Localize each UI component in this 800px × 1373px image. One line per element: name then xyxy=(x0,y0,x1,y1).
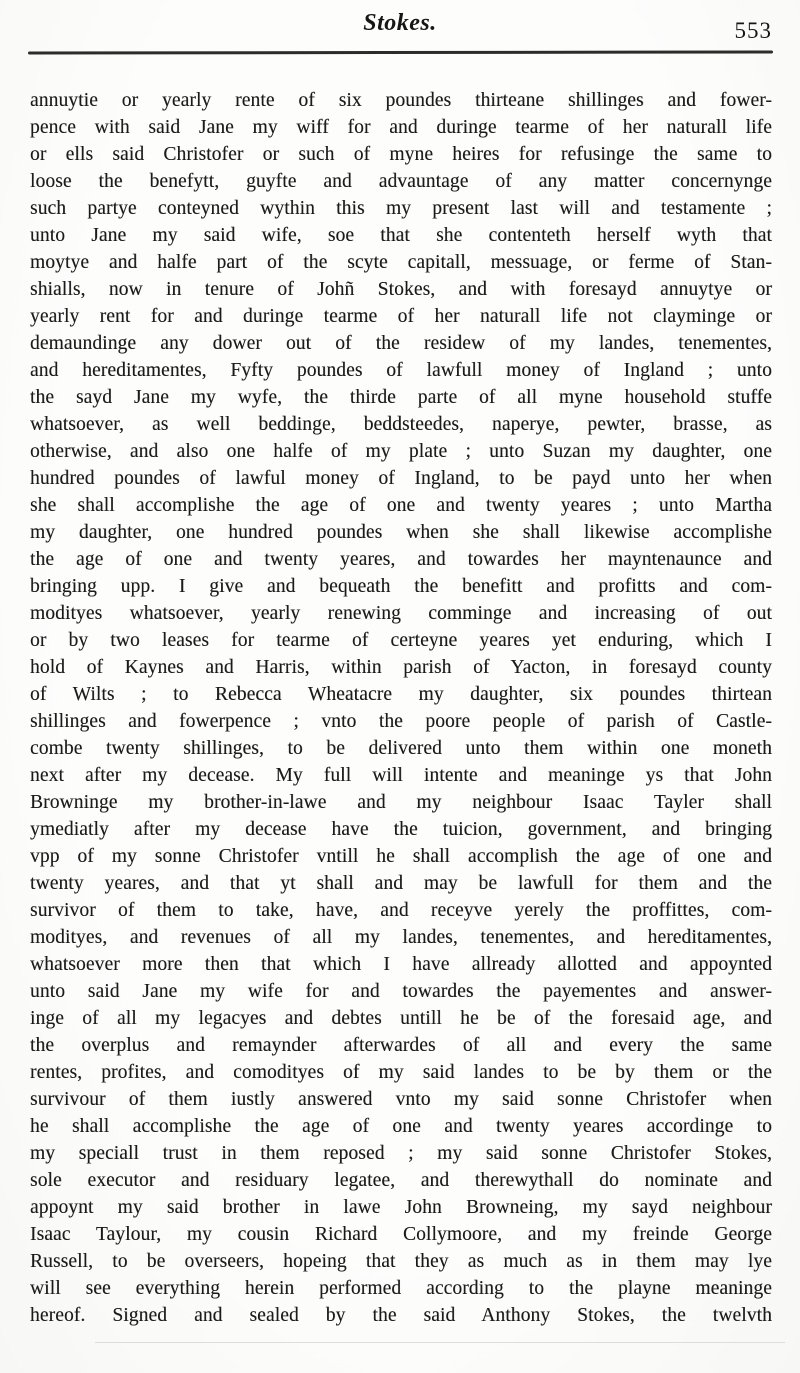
text-line: bringing upp. I give and bequeath the benefitt and profitts and com- xyxy=(30,576,772,597)
text-line: my speciall trust in them reposed ; my said sonne Christofer Stokes, xyxy=(30,1143,772,1164)
page-number: 553 xyxy=(734,18,772,43)
text-line: moytye and halfe part of the scyte capitall, messuage, or ferme of Stan- xyxy=(30,252,772,273)
text-line: Browninge my brother-in-lawe and my neighbour Isaac Tayler shall xyxy=(30,792,772,813)
text-line: the sayd Jane my wyfe, the thirde parte of all myne household stuffe xyxy=(30,387,772,408)
text-line: sole executor and residuary legatee, and therewythall do nominate and xyxy=(30,1170,772,1191)
running-head xyxy=(0,8,800,48)
text-line: twenty yeares, and that yt shall and may be lawfull for them and the xyxy=(30,873,772,894)
text-line: shialls, now in tenure of Johñ Stokes, and with foresayd annuytye or xyxy=(30,279,772,300)
text-line: appoynt my said brother in lawe John Browneing, my sayd neighbour xyxy=(30,1197,772,1218)
footer-rule xyxy=(95,1342,785,1343)
text-line: she shall accomplishe the age of one and twenty yeares ; unto Martha xyxy=(30,495,772,516)
text-line: hundred poundes of lawful money of Ingland, to be payd unto her when xyxy=(30,468,772,489)
text-line: Russell, to be overseers, hopeing that they as much as in them may lye xyxy=(30,1251,772,1272)
text-line: or ells said Christofer or such of myne heires for refusinge the same to xyxy=(30,144,772,165)
header-rule xyxy=(28,50,773,54)
text-line: pence with said Jane my wiff for and duringe tearme of her naturall life xyxy=(30,117,772,138)
text-line: hereof. Signed and sealed by the said Anthony Stokes, the twelvth xyxy=(30,1305,772,1326)
text-line: hold of Kaynes and Harris, within parish of Yacton, in foresayd county xyxy=(30,657,772,678)
text-line: inge of all my legacyes and debtes untill he be of the foresaid age, and xyxy=(30,1008,772,1029)
text-line: unto said Jane my wife for and towardes the payementes and answer- xyxy=(30,981,772,1002)
text-line: rentes, profites, and comodityes of my said landes to be by them or the xyxy=(30,1062,772,1083)
body-text xyxy=(30,87,772,1329)
text-line: he shall accomplishe the age of one and twenty yeares accordinge to xyxy=(30,1116,772,1137)
text-line: otherwise, and also one halfe of my plate ; unto Suzan my daughter, one xyxy=(30,441,772,462)
text-line: combe twenty shillinges, to be delivered unto them within one moneth xyxy=(30,738,772,759)
text-line: loose the benefytt, guyfte and advauntage of any matter concernynge xyxy=(30,171,772,192)
text-line: ymediatly after my decease have the tuicion, government, and bringing xyxy=(30,819,772,840)
text-line: will see everything herein performed according to the playne meaninge xyxy=(30,1278,772,1299)
text-line: vpp of my sonne Christofer vntill he shall accomplish the age of one and xyxy=(30,846,772,867)
text-line: yearly rent for and duringe tearme of her naturall life not clayminge or xyxy=(30,306,772,327)
text-line: survivour of them iustly answered vnto my said sonne Christofer when xyxy=(30,1089,772,1110)
text-line: the age of one and twenty yeares, and towardes her mayntenaunce and xyxy=(30,549,772,570)
text-line: such partye conteyned wythin this my present last will and testamente ; xyxy=(30,198,772,219)
text-line: Isaac Taylour, my cousin Richard Collymoore, and my freinde George xyxy=(30,1224,772,1245)
page-header-title: Stokes. xyxy=(363,10,437,36)
text-line: whatsoever, as well beddinge, beddsteedes, naperye, pewter, brasse, as xyxy=(30,414,772,435)
text-line: of Wilts ; to Rebecca Wheatacre my daughter, six poundes thirtean xyxy=(30,684,772,705)
text-line: modityes whatsoever, yearly renewing comminge and increasing of out xyxy=(30,603,772,624)
text-line: and hereditamentes, Fyfty poundes of lawfull money of Ingland ; unto xyxy=(30,360,772,381)
text-line: next after my decease. My full will intente and meaninge ys that John xyxy=(30,765,772,786)
text-line: the overplus and remaynder afterwardes of all and every the same xyxy=(30,1035,772,1056)
text-line: demaundinge any dower out of the residew of my landes, tenementes, xyxy=(30,333,772,354)
text-line: survivor of them to take, have, and receyve yerely the proffittes, com- xyxy=(30,900,772,921)
text-line: whatsoever more then that which I have allready allotted and appoynted xyxy=(30,954,772,975)
text-line: modityes, and revenues of all my landes, tenementes, and hereditamentes, xyxy=(30,927,772,948)
text-line: annuytie or yearly rente of six poundes thirteane shillinges and fower- xyxy=(30,90,772,111)
text-line: or by two leases for tearme of certeyne yeares yet enduring, which I xyxy=(30,630,772,651)
text-line: unto Jane my said wife, soe that she contenteth herself wyth that xyxy=(30,225,772,246)
text-line: shillinges and fowerpence ; vnto the poore people of parish of Castle- xyxy=(30,711,772,732)
text-line: my daughter, one hundred poundes when she shall likewise accomplishe xyxy=(30,522,772,543)
